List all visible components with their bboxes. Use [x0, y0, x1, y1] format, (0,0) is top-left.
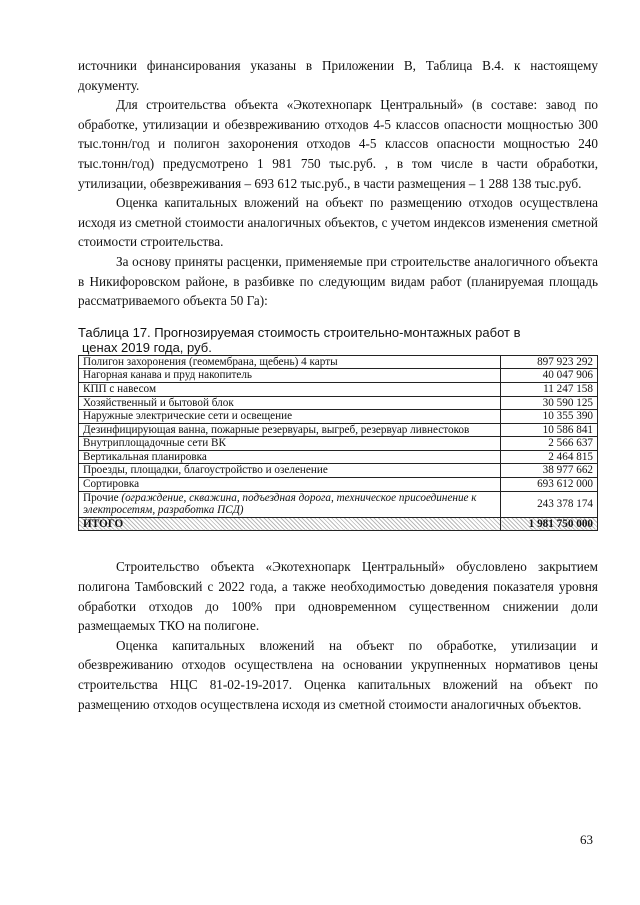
paragraph-5: Строительство объекта «Экотехнопарк Центральный» обусловлено закрытием полигона Тамбовский с 2022 года, а также необходимостью доведения показателя уровня обработки отходов до 100% при одновременном существенном снижении доли размещаемых ТКО на полигоне.	[78, 559, 598, 634]
total-label: ИТОГО	[79, 517, 501, 531]
row-value: 10 355 390	[501, 410, 598, 424]
row-label: Сортировка	[79, 478, 501, 492]
row-value: 693 612 000	[501, 478, 598, 492]
table-row	[79, 464, 598, 478]
row-label: Полигон захоронения (геомембрана, щебень) 4 карты	[79, 355, 501, 369]
table-caption	[78, 325, 590, 355]
row-value: 38 977 662	[501, 464, 598, 478]
paragraph-4: За основу приняты расценки, применяемые при строительстве аналогичного объекта в Никифоровском районе, в разбивке по следующим видам работ (планируемая площадь рассматриваемого объекта 50 Га):	[78, 253, 598, 309]
row-value: 40 047 906	[501, 369, 598, 383]
row-label-plain: Прочие	[83, 491, 122, 504]
row-label: Вертикальная планировка	[79, 450, 501, 464]
table-row-other	[79, 491, 598, 517]
table-row	[79, 410, 598, 424]
row-label: Наружные электрические сети и освещение	[79, 410, 501, 424]
row-label: Внутриплощадочные сети ВК	[79, 437, 501, 451]
cost-table	[78, 355, 598, 532]
paragraph-1: источники финансирования указаны в Приложении В, Таблица В.4. к настоящему документу.	[78, 58, 598, 93]
table-row	[79, 396, 598, 410]
row-value: 2 566 637	[501, 437, 598, 451]
row-label: Хозяйственный и бытовой блок	[79, 396, 501, 410]
row-label: Проезды, площадки, благоустройство и озеленение	[79, 464, 501, 478]
table-row	[79, 355, 598, 369]
row-label	[79, 491, 501, 517]
table-row	[79, 450, 598, 464]
total-value: 1 981 750 000	[501, 517, 598, 531]
row-value: 30 590 125	[501, 396, 598, 410]
paragraph-3: Оценка капитальных вложений на объект по размещению отходов осуществлена исходя из сметной стоимости аналогичных объектов, с учетом индексов изменения сметной стоимости строительства.	[78, 195, 598, 250]
top-paragraphs	[78, 56, 598, 311]
row-label: Дезинфицирующая ванна, пожарные резервуары, выгреб, резервуар ливнестоков	[79, 423, 501, 437]
table-row	[79, 437, 598, 451]
row-value: 10 586 841	[501, 423, 598, 437]
document-page	[78, 56, 598, 714]
table-row	[79, 423, 598, 437]
paragraph-2: Для строительства объекта «Экотехнопарк Центральный» (в составе: завод по обработке, утилизации и обезвреживанию отходов 4-5 классов опасности мощностью 300 тыс.тонн/год и полигон захоронения отходов 4-5 классов опасности мощностью 240 тыс.тонн/год) предусмотрено 1 981 750 тыс.руб. , в том числе в части обработки, утилизации, обезвреживания – 693 612 тыс.руб., в части размещения – 1 288 138 тыс.руб.	[78, 97, 598, 191]
row-label: Нагорная канава и пруд накопитель	[79, 369, 501, 383]
table-row	[79, 369, 598, 383]
table-row	[79, 382, 598, 396]
row-value: 2 464 815	[501, 450, 598, 464]
row-value: 243 378 174	[501, 491, 598, 517]
page-number: 63	[580, 832, 593, 847]
bottom-paragraphs	[78, 557, 598, 714]
table-caption-line-2: ценах 2019 года, руб.	[82, 339, 212, 355]
row-label: КПП с навесом	[79, 382, 501, 396]
table-row-total	[79, 517, 598, 531]
paragraph-6: Оценка капитальных вложений на объект по обработке, утилизации и обезвреживанию отходов осуществлена на основании укрупненных нормативов цены строительства НЦС 81-02-19-2017. Оценка капитальных вложений на объект по размещению отходов осуществлена исходя из сметной стоимости аналогичных объектов.	[78, 637, 598, 712]
row-value: 897 923 292	[501, 355, 598, 369]
row-value: 11 247 158	[501, 382, 598, 396]
table-caption-line-1: Таблица 17. Прогнозируемая стоимость строительно-монтажных работ в	[78, 324, 521, 340]
row-label-italic: (ограждение, скважина, подъездная дорога, техническое присоединение к электросетям, разработка ПСД)	[83, 491, 477, 517]
table-row	[79, 478, 598, 492]
